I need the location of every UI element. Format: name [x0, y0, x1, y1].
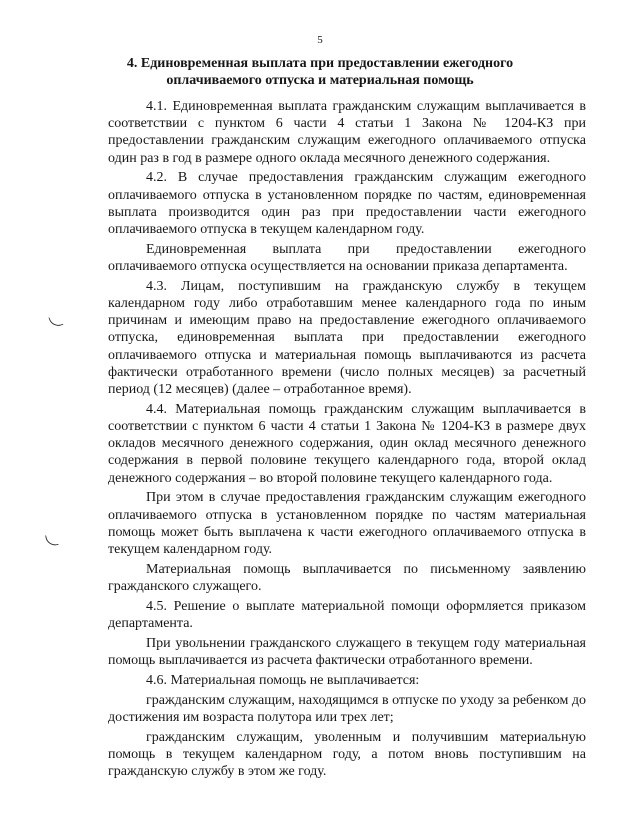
paragraph-4-6-item-1: гражданским служащим, находящимся в отпуске по уходу за ребенком до достижения им возраста полутора или трех лет; — [108, 692, 586, 725]
paragraph-4-2-continuation: Единовременная выплата при предоставлении ежегодного оплачиваемого отпуска осуществляется на основании приказа департамента. — [108, 241, 586, 275]
section-heading-line-1: 4. Единовременная выплата при предоставлении ежегодного — [126, 56, 514, 71]
margin-pen-mark — [45, 533, 59, 547]
document-body — [108, 98, 586, 783]
paragraph-4-3: 4.3. Лицам, поступившим на гражданскую службу в текущем календарном году либо отработавшим менее календарного года по иным причинам и имеющим право на предоставление ежегодного оплачиваемого отпуска, единовременная выплата при предоставлении ежегодного оплачиваемого отпуска и материальная помощь выплачиваются из расчета фактически отработанного времени (число полных месяцев) за расчетный период (12 месяцев) (далее – отработанное время). — [108, 278, 586, 398]
paragraph-4-4-continuation-2: Материальная помощь выплачивается по письменному заявлению гражданского служащего. — [108, 561, 586, 595]
paragraph-4-2: 4.2. В случае предоставления гражданским служащим ежегодного оплачиваемого отпуска в установленном порядке по частям, единовременная выплата производится один раз при предоставлении части ежегодного оплачиваемого отпуска в текущем календарном году. — [108, 170, 586, 238]
paragraph-4-6-item-2: гражданским служащим, уволенным и получившим материальную помощь в текущем календарном году, а потом вновь поступившим на гражданскую службу в этом же году. — [108, 729, 586, 780]
paragraph-4-6: 4.6. Материальная помощь не выплачивается: — [146, 672, 420, 688]
paragraph-4-4: 4.4. Материальная помощь гражданским служащим выплачивается в соответствии с пунктом 6 части 4 статьи 1 Закона № 1204-КЗ в размере двух окладов месячного денежного содержания, один оклад месячного денежного содержания в первой половине текущего календарного года, второй оклад денежного содержания – во второй половине текущего календарного года. — [108, 401, 586, 486]
paragraph-4-1: 4.1. Единовременная выплата гражданским служащим выплачивается в соответствии с пунктом 6 части 4 статьи 1 Закона № 1204-КЗ при предоставлении гражданским служащим ежегодного оплачиваемого отпуска один раз в год в размере одного оклада месячного денежного содержания. — [108, 99, 586, 166]
paragraph-4-5: 4.5. Решение о выплате материальной помощи оформляется приказом департамента. — [108, 598, 586, 632]
paragraph-4-5-continuation: При увольнении гражданского служащего в текущем году материальная помощь выплачивается из расчета фактически отработанного времени. — [108, 635, 586, 669]
paragraph-4-4-continuation-1: При этом в случае предоставления гражданским служащим ежегодного оплачиваемого отпуска в установленном порядке по частям материальная помощь может быть выплачена к части ежегодного оплачиваемого отпуска в текущем календарном году. — [108, 490, 586, 558]
page-number: 5 — [317, 34, 323, 46]
margin-pen-mark — [48, 313, 63, 328]
section-heading — [110, 55, 530, 89]
section-heading-line-2: оплачиваемого отпуска и материальная помощь — [166, 73, 474, 88]
